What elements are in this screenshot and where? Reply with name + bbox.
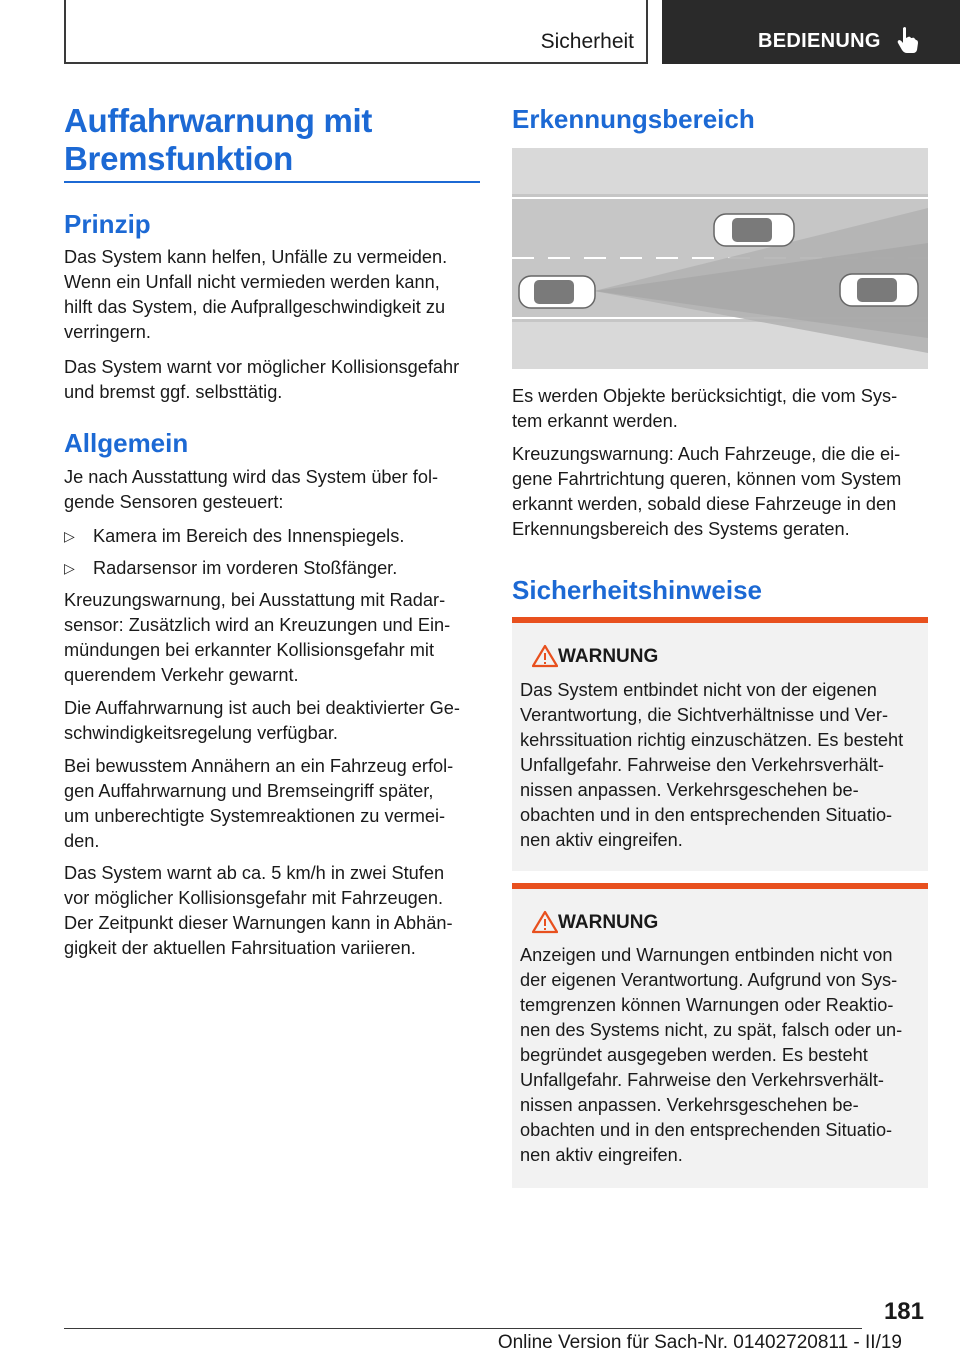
warning-bar — [512, 883, 928, 889]
text-line: gende Sensoren gesteuert: — [64, 492, 284, 512]
warning-title: WARNUNG — [558, 646, 659, 667]
text-line: Je nach Ausstattung wird das System über fol‐ — [64, 467, 439, 487]
text-line: mündungen bei erkannter Kollisionsgefahr mit — [64, 640, 435, 660]
text-line: Unfallgefahr. Fahrweise den Verkehrsverhält‐ — [520, 1070, 884, 1090]
header-chapter-label: BEDIENUNG — [758, 30, 881, 52]
text-line: verringern. — [64, 322, 151, 342]
header-section-tab — [64, 0, 648, 64]
text-line: temgrenzen können Warnungen oder Reaktio‐ — [520, 995, 894, 1015]
text-line: kehrssituation richtig einzuschätzen. Es besteht — [520, 730, 904, 750]
text-line: Unfallgefahr. Fahrweise den Verkehrsverhält‐ — [520, 755, 884, 775]
paragraph-erkennung-1 — [512, 384, 932, 434]
text-line: vor möglicher Kollisionsgefahr mit Fahrzeugen. — [64, 888, 444, 908]
paragraph-bewusst — [64, 754, 484, 854]
paragraph-prinzip-2 — [64, 355, 484, 405]
text-line: Verantwortung, die Sichtverhältnisse und Ver‐ — [520, 705, 889, 725]
text-line: tem erkannt werden. — [512, 411, 678, 431]
road-diagram — [512, 148, 928, 369]
text-line: Die Auffahrwarnung ist auch bei deaktivierter Ge‐ — [64, 698, 460, 718]
warning-text — [520, 943, 924, 1168]
heading-prinzip: Prinzip — [64, 209, 151, 239]
paragraph-deaktiviert — [64, 696, 484, 746]
text-line: nissen anpassen. Verkehrsgeschehen be‐ — [520, 1095, 859, 1115]
text-line: begründet ausgegeben werden. Es besteht — [520, 1045, 868, 1065]
text-line: gigkeit der aktuellen Fahrsituation variieren. — [64, 938, 416, 958]
text-line: Wenn ein Unfall nicht vermieden werden kann, — [64, 272, 440, 292]
text-line: Das System warnt ab ca. 5 km/h in zwei Stufen — [64, 863, 445, 883]
text-line: obachten und in den entsprechenden Situatio‐ — [520, 1120, 893, 1140]
text-line: gene Fahrtrichtung queren, können vom System — [512, 469, 902, 489]
header-chapter-tab — [662, 0, 960, 64]
text-line: hilft das System, die Aufprallgeschwindigkeit zu — [64, 297, 446, 317]
triangle-bullet-icon: ▷ — [64, 528, 75, 544]
text-line: Das System warnt vor möglicher Kollisionsgefahr — [64, 357, 460, 377]
pointing-hand-icon — [896, 26, 918, 54]
text-line: Das System entbindet nicht von der eigenen — [520, 680, 877, 700]
detection-range-illustration — [512, 148, 928, 369]
text-line: Kreuzungswarnung: Auch Fahrzeuge, die die ei‐ — [512, 444, 901, 464]
warning-box-1 — [512, 617, 928, 871]
heading-allgemein: Allgemein — [64, 428, 189, 458]
text-line: sensor: Zusätzlich wird an Kreuzungen und Ein‐ — [64, 615, 451, 635]
text-line: obachten und in den entsprechenden Situatio‐ — [520, 805, 893, 825]
warning-text — [520, 678, 924, 853]
warning-triangle-icon — [532, 910, 558, 934]
footer-divider — [64, 1328, 862, 1329]
page-title-line-1: Auffahrwarnung mit — [64, 102, 373, 139]
text-line: um unberechtigte Systemreaktionen zu vermei‐ — [64, 806, 446, 826]
text-line: nen aktiv eingreifen. — [520, 830, 683, 850]
text-line: der eigenen Verantwortung. Aufgrund von Sys‐ — [520, 970, 898, 990]
paragraph-allgemein-intro — [64, 465, 484, 515]
paragraph-stufen — [64, 861, 484, 961]
warning-title: WARNUNG — [558, 912, 659, 933]
text-line: Erkennungsbereich des Systems geraten. — [512, 519, 850, 539]
text-line: nen des Systems nicht, zu spät, falsch oder un‐ — [520, 1020, 903, 1040]
warning-bar — [512, 617, 928, 623]
heading-sicherheitshinweise: Sicherheitshinweise — [512, 575, 762, 605]
text-line: Anzeigen und Warnungen entbinden nicht von — [520, 945, 893, 965]
text-line: querendem Verkehr gewarnt. — [64, 665, 299, 685]
car-front-right — [840, 274, 918, 306]
car-front-left — [714, 214, 794, 246]
paragraph-kreuzungswarnung — [64, 588, 484, 688]
warning-box-2 — [512, 883, 928, 1188]
car-ego — [519, 276, 595, 308]
footer-online-version: Online Version für Sach-Nr. 01402720811 - II/19 — [497, 1332, 902, 1353]
text-line: schwindigkeitsregelung verfügbar. — [64, 723, 338, 743]
text-line: den. — [64, 831, 100, 851]
list-item-text: Kamera im Bereich des Innenspiegels. — [93, 526, 405, 546]
page-title — [64, 102, 480, 178]
text-line: nen aktiv eingreifen. — [520, 1145, 683, 1165]
text-line: nissen anpassen. Verkehrsgeschehen be‐ — [520, 780, 859, 800]
list-item-text: Radarsensor im vorderen Stoßfänger. — [93, 558, 398, 578]
triangle-bullet-icon: ▷ — [64, 560, 75, 576]
text-line: Kreuzungswarnung, bei Ausstattung mit Radar‐ — [64, 590, 446, 610]
text-line: Der Zeitpunkt dieser Warnungen kann in Abhän‐ — [64, 913, 453, 933]
text-line: Es werden Objekte berücksichtigt, die vom Sys‐ — [512, 386, 898, 406]
page-title-line-2: Bremsfunktion — [64, 140, 293, 177]
text-line: Das System kann helfen, Unfälle zu vermeiden. — [64, 247, 448, 267]
warning-triangle-icon — [532, 644, 558, 668]
title-divider — [64, 181, 480, 183]
heading-erkennungsbereich: Erkennungsbereich — [512, 104, 755, 134]
text-line: und bremst ggf. selbsttätig. — [64, 382, 283, 402]
text-line: Bei bewusstem Annähern an ein Fahrzeug erfol‐ — [64, 756, 454, 776]
text-line: gen Auffahrwarnung und Bremseingriff später, — [64, 781, 434, 801]
header-section-label: Sicherheit — [540, 30, 634, 53]
text-line: erkannt werden, sobald diese Fahrzeuge in den — [512, 494, 897, 514]
paragraph-prinzip-1 — [64, 245, 484, 345]
page-number: 181 — [883, 1298, 924, 1325]
paragraph-erkennung-2 — [512, 442, 932, 542]
